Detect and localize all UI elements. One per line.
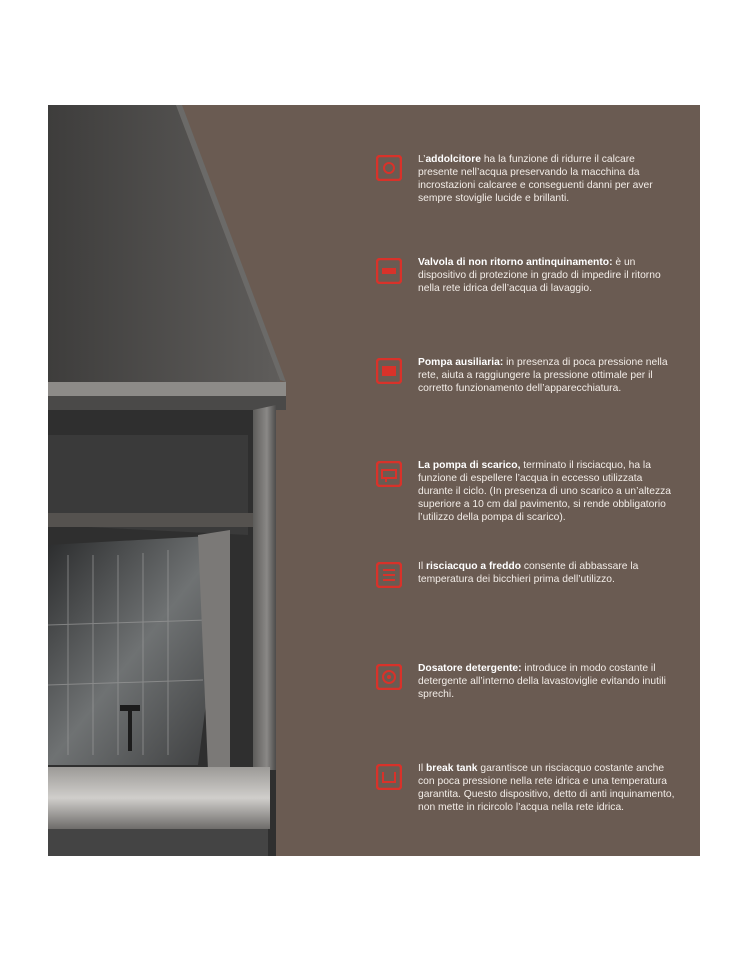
feature-text: L’addolcitore ha la funzione di ridurre il calcare presente nell’acqua preservando la macchina da incrostazioni calcaree e conseguenti danni per aver sempre stoviglie lucide e brillanti.: [418, 154, 653, 204]
feature-check-valve: [376, 256, 676, 295]
feature-text: Dosatore detergente: introduce in modo costante il detergente all’interno della lavastoviglie evitando inutili sprechi.: [418, 663, 666, 700]
drain-pump-icon: [376, 461, 402, 487]
softener-icon: [376, 155, 402, 181]
feature-text: Il risciacquo a freddo consente di abbassare la temperatura dei bicchieri prima dell’utilizzo.: [418, 561, 639, 585]
feature-break-tank: [376, 762, 676, 814]
feature-text: Il break tank garantisce un risciacquo costante anche con poca pressione nella rete idrica e una temperatura garantita. Questo dispositivo, detto di anti inquinamento, non mette in ricircolo l’acqua nella rete idrica.: [418, 763, 675, 813]
feature-text: Valvola di non ritorno antinquinamento: è un dispositivo di protezione in grado di impedire il ritorno nella rete idrica dell’acqua di lavaggio.: [418, 257, 661, 294]
feature-softener: [376, 153, 676, 205]
dishwasher-photo: [48, 105, 328, 856]
feature-text: La pompa di scarico, terminato il risciacquo, ha la funzione di espellere l’acqua in eccesso utilizzata durante il ciclo. (In presenza di uno scarico a un’altezza superiore a 10 cm dal pavimento, si rende obbligatorio l’utilizzo della pompa di scarico).: [418, 460, 671, 523]
feature-text: Pompa ausiliaria: in presenza di poca pressione nella rete, aiuta a raggiungere la pressione ottimale per il corretto funzionamento dell’apparecchiatura.: [418, 357, 668, 394]
pump-icon: [376, 358, 402, 384]
feature-detergent-dispenser: [376, 662, 676, 701]
detergent-dispenser-icon: [376, 664, 402, 690]
cold-rinse-icon: [376, 562, 402, 588]
feature-auxiliary-pump: [376, 356, 676, 395]
break-tank-icon: [376, 764, 402, 790]
feature-cold-rinse: [376, 560, 676, 586]
product-feature-panel: [48, 105, 700, 856]
feature-drain-pump: [376, 459, 676, 524]
valve-icon: [376, 258, 402, 284]
